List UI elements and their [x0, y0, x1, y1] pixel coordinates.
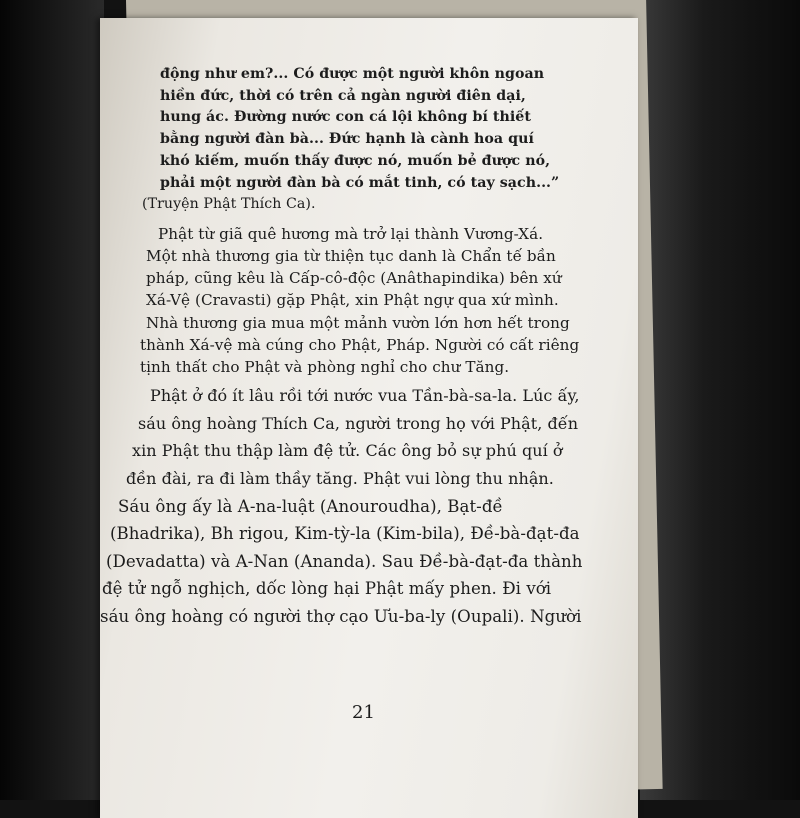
paragraph-1 [140, 223, 628, 378]
page-number: 21 [352, 702, 375, 723]
paragraph-line: (Bhadrika), Bh rigou, Kim-tỳ-la (Kim-bila), Đề-bà-đạt-đa [110, 524, 580, 544]
dark-background-right [640, 0, 800, 800]
quote-block [160, 64, 628, 194]
paragraph-line: Nhà thương gia mua một mảnh vườn lớn hơn hết trong [146, 313, 570, 332]
paragraph-line: sáu ông hoàng có người thợ cạo Ưu-ba-ly (Oupali). Người [100, 606, 582, 626]
quote-line: hiền đức, thời có trên cả ngàn người điên dại, [160, 87, 526, 104]
paragraph-line: Phật ở đó ít lâu rồi tới nước vua Tần-bà-sa-la. Lúc ấy, [150, 386, 580, 406]
paragraph-line: (Devadatta) và A-Nan (Ananda). Sau Đề-bà-đạt-đa thành [106, 551, 583, 571]
quote-line: hung ác. Đường nước con cá lội không bí thiết [160, 109, 531, 126]
quote-line: khó kiếm, muốn thấy được nó, muốn bẻ được nó, [160, 152, 551, 169]
paragraph-line: pháp, cũng kêu là Cấp-cô-độc (Anâthapindika) bên xứ [146, 269, 562, 288]
page-text [100, 64, 628, 631]
paragraph-line: Phật từ giã quê hương mà trở lại thành Vương-Xá. [158, 224, 544, 243]
paragraph-line: thành Xá-vệ mà cúng cho Phật, Pháp. Người có cất riêng [140, 335, 580, 354]
quote-line: bằng người đàn bà... Đức hạnh là cành hoa quí [160, 131, 534, 148]
paragraph-2 [100, 382, 628, 630]
paragraph-line: Một nhà thương gia từ thiện tục danh là Chẩn tế bần [146, 247, 556, 266]
paragraph-line: đệ tử ngỗ nghịch, dốc lòng hại Phật mấy phen. Đi với [102, 579, 552, 599]
dark-background-left [0, 0, 104, 800]
paragraph-line: đền đài, ra đi làm thầy tăng. Phật vui lòng thu nhận. [126, 469, 554, 489]
paragraph-line: xin Phật thu thập làm đệ tử. Các ông bỏ sự phú quí ở [132, 441, 563, 461]
paragraph-line: sáu ông hoàng Thích Ca, người trong họ với Phật, đến [138, 413, 579, 433]
quote-citation: (Truyện Phật Thích Ca). [142, 196, 316, 213]
quote-line: phải một người đàn bà có mắt tinh, có tay sạch...” [160, 174, 560, 191]
paragraph-line: Xá-Vệ (Cravasti) gặp Phật, xin Phật ngự qua xứ mình. [146, 291, 559, 310]
paragraph-line: Sáu ông ấy là A-na-luật (Anouroudha), Bạt-đề [118, 496, 503, 516]
paragraph-line: tịnh thất cho Phật và phòng nghỉ cho chư Tăng. [140, 358, 510, 377]
quote-line: động như em?... Có được một người khôn ngoan [160, 66, 545, 82]
